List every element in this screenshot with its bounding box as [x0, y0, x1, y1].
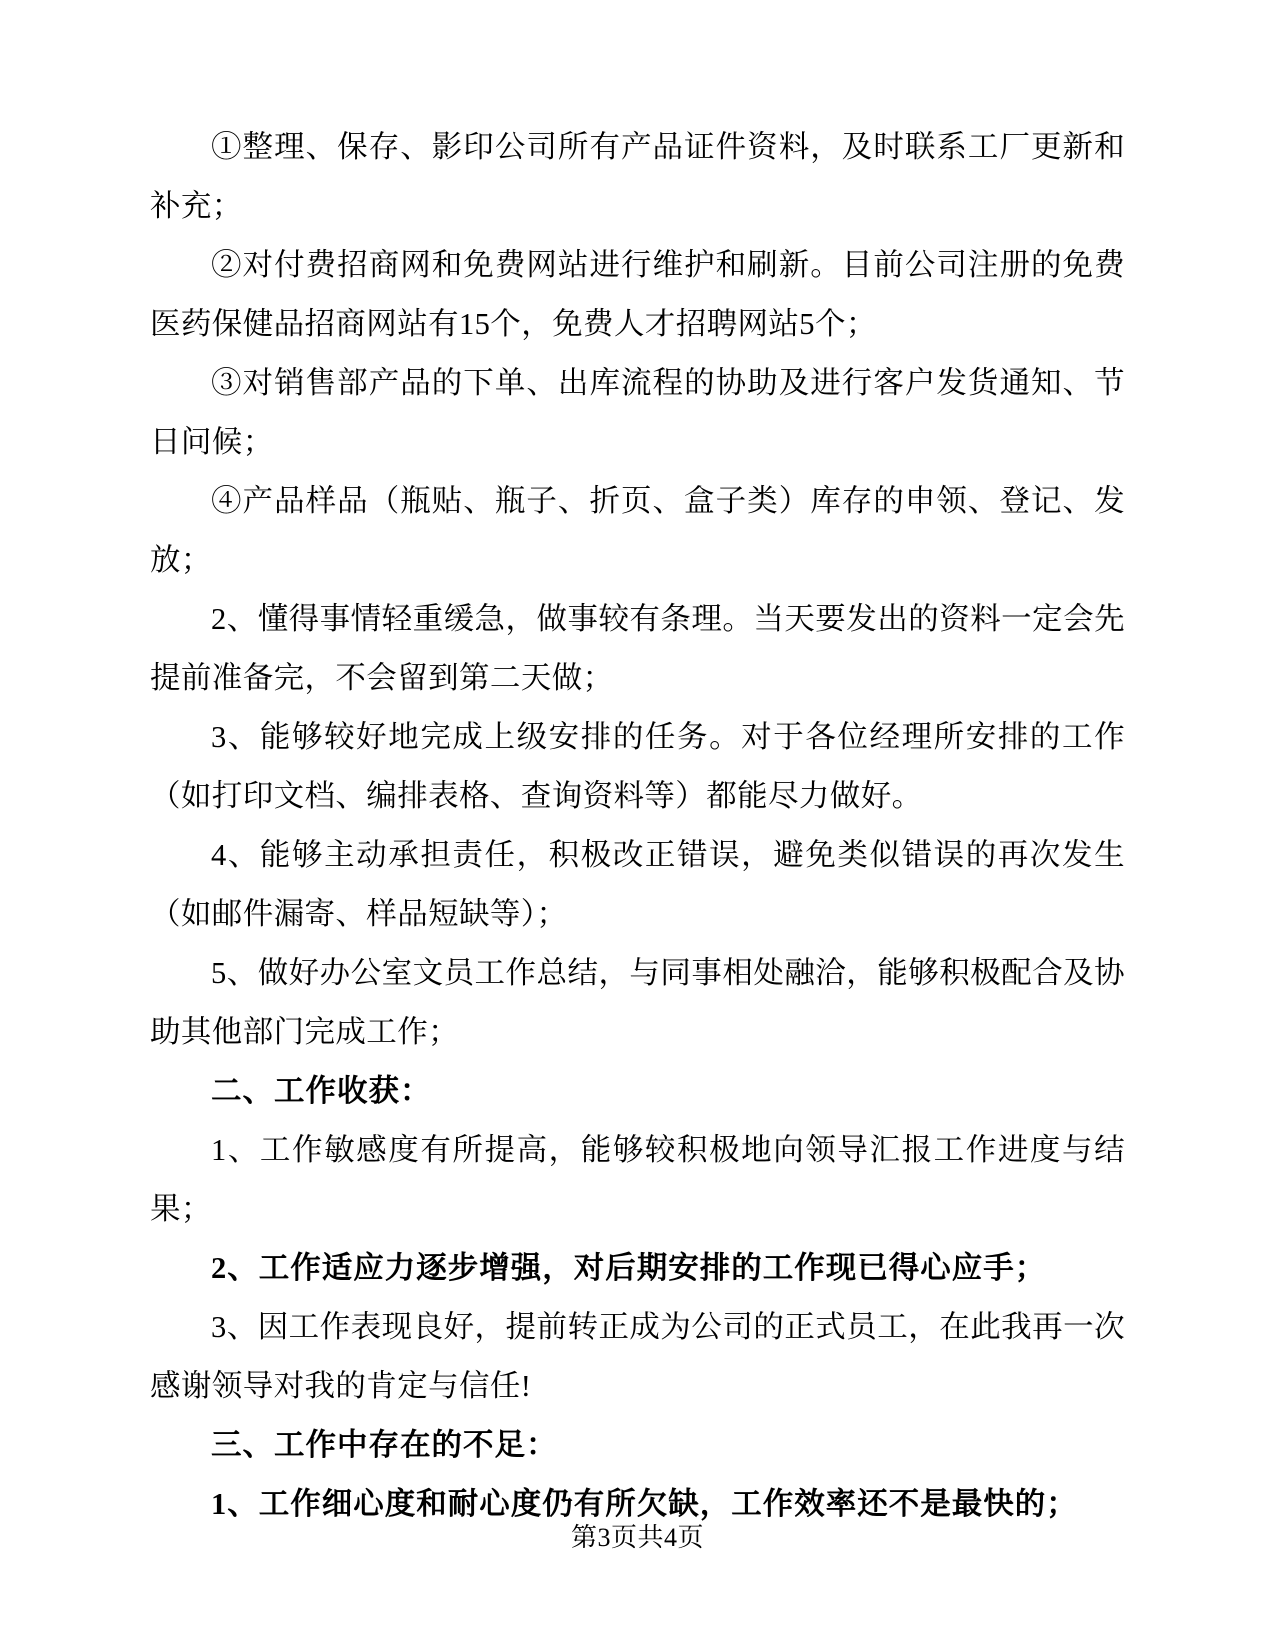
document-paragraph: 2、工作适应力逐步增强，对后期安排的工作现已得心应手； — [211, 1251, 1047, 1285]
document-paragraph: ②对付费招商网和免费网站进行维护和刷新。目前公司注册的免费医药保健品招商网站有15个，免费人才招聘网站5个； — [150, 248, 1125, 341]
document-paragraph: 3、能够较好地完成上级安排的任务。对于各位经理所安排的工作（如打印文档、编排表格、查询资料等）都能尽力做好。 — [150, 720, 1125, 813]
document-paragraph: ③对销售部产品的下单、出库流程的协助及进行客户发货通知、节日问候； — [150, 366, 1125, 459]
document-paragraph: 二、工作收获： — [211, 1074, 432, 1108]
document-body — [150, 118, 1125, 1534]
document-paragraph: 4、能够主动承担责任，积极改正错误，避免类似错误的再次发生（如邮件漏寄、样品短缺等）； — [150, 838, 1125, 931]
document-paragraph: 2、懂得事情轻重缓急，做事较有条理。当天要发出的资料一定会先提前准备完，不会留到第二天做； — [150, 602, 1125, 695]
document-paragraph: ①整理、保存、影印公司所有产品证件资料，及时联系工厂更新和补充； — [150, 130, 1125, 223]
document-paragraph: 5、做好办公室文员工作总结，与同事相处融洽，能够积极配合及协助其他部门完成工作； — [150, 956, 1125, 1049]
document-paragraph: ④产品样品（瓶贴、瓶子、折页、盒子类）库存的申领、登记、发放； — [150, 484, 1125, 577]
document-paragraph: 3、因工作表现良好，提前转正成为公司的正式员工，在此我再一次感谢领导对我的肯定与信任! — [150, 1310, 1125, 1403]
document-paragraph: 1、工作敏感度有所提高，能够较积极地向领导汇报工作进度与结果； — [150, 1133, 1125, 1226]
document-paragraph: 三、工作中存在的不足： — [211, 1428, 558, 1462]
page-footer: 第3页共4页 — [570, 1523, 704, 1552]
document-paragraph: 1、工作细心度和耐心度仍有所欠缺，工作效率还不是最快的； — [211, 1487, 1078, 1521]
